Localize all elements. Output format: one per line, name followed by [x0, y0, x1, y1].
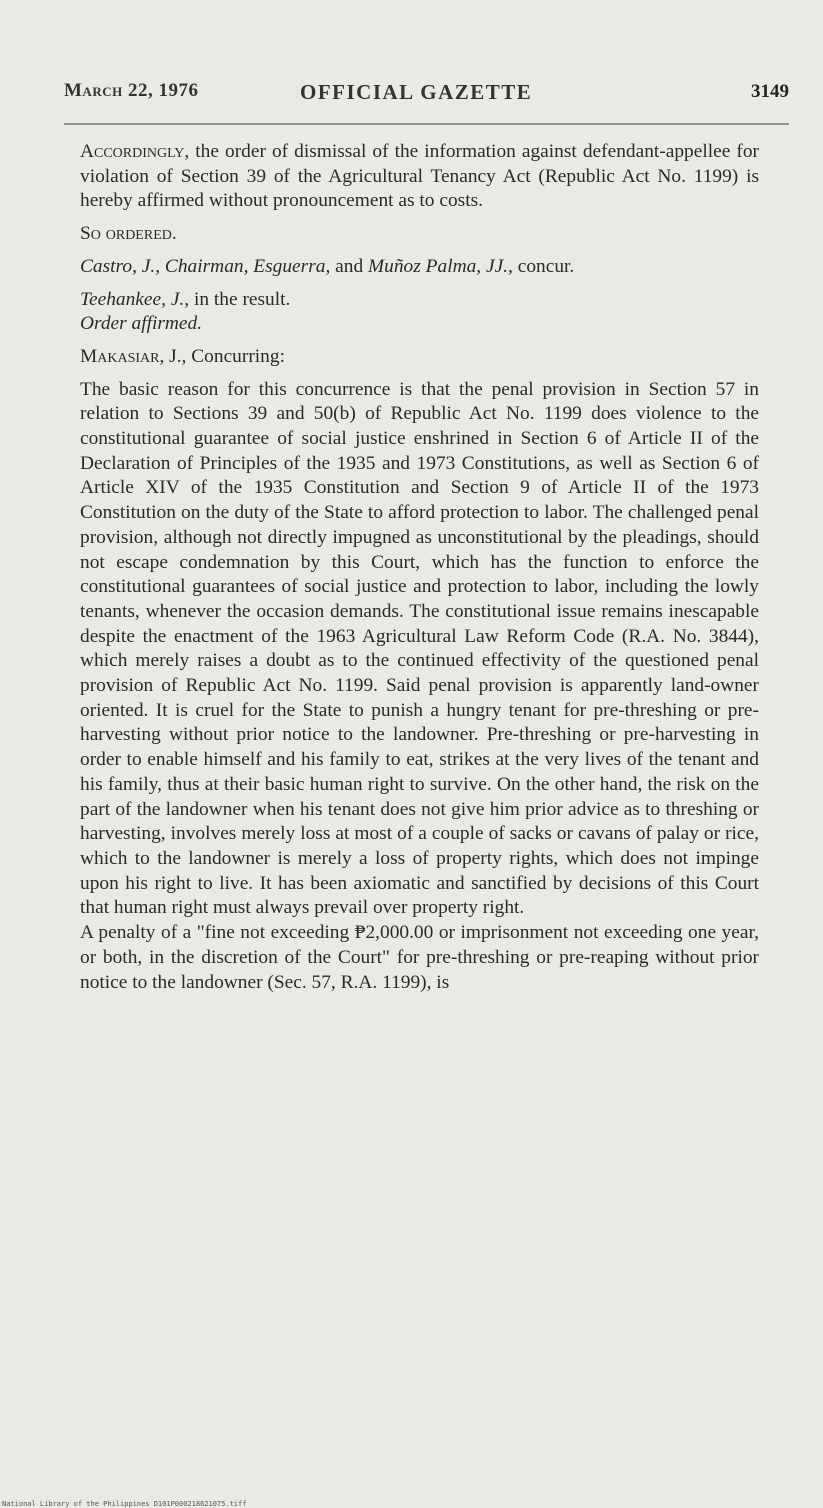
makasiar-name: Makasiar, J., — [80, 345, 187, 367]
teehankee-tail: in the result. — [189, 288, 291, 310]
concur-tail: concur. — [512, 255, 575, 277]
page-header — [64, 80, 789, 110]
scan-footer: National Library of the Philippines D101P000218621075.tiff — [2, 1500, 247, 1508]
paragraph-teehankee — [80, 288, 759, 313]
so-ordered: So ordered. — [80, 223, 177, 245]
header-rule — [64, 123, 789, 125]
paragraph-basic-reason: The basic reason for this concurrence is that the penal provision in Section 57 in relation to Sections 39 and 50(b) of Republic Act No. 1199 does violence to the constitutional guarantee of social justice enshrined in Section 6 of Article II of the Declaration of Principles of the 1935 and 1973 Constitutions, as well as Section 6 of Article XIV of the 1935 Constitution and Section 9 of Article II of the 1973 Constitution on the duty of the State to afford protection to labor. The challenged penal provision, although not directly impugned as unconstitutional by the pleadings, should not escape condemnation by this Court, which has the function to enforce the constitutional guarantees of social justice and protection to labor, including the lowly tenants, whenever the occasion demands. The constitutional issue remains inescapable despite the enactment of the 1963 Agricultural Law Reform Code (R.A. No. 3844), which merely raises a doubt as to the continued effectivity of the questioned penal provision of Republic Act No. 1199. Said penal provision is apparently land-owner oriented. It is cruel for the State to punish a hungry tenant for pre-threshing or pre-harvesting without prior notice to the landowner. Pre-threshing or pre-harvesting in order to enable himself and his family to eat, strikes at the very lives of the tenant and his family, thus at their basic human right to survive. On the other hand, the risk on the part of the landowner when his tenant does not give him prior advice as to threshing or harvesting, involves merely loss at most of a couple of sacks or cavans of palay or rice, which to the landowner is merely a loss of property rights, which does not impinge upon his right to live. It has been axiomatic and sanctified by decisions of this Court that human right must always prevail over property right. — [80, 378, 759, 919]
page-body — [80, 140, 759, 995]
paragraph-penalty: A penalty of a "fine not exceeding ₱2,000.00 or imprisonment not exceeding one year, or both, in the discretion of the Court" for pre-threshing or pre-reaping without prior notice to the landowner (Sec. 57, R.A. 1199), is — [80, 922, 759, 993]
header-date: March 22, 1976 — [64, 80, 199, 101]
concur-names-2: Muñoz Palma, JJ., — [368, 255, 513, 277]
paragraph-makasiar-heading — [80, 345, 759, 370]
header-page-number: 3149 — [751, 81, 789, 102]
concur-names: Castro, J., Chairman, Esguerra, — [80, 255, 331, 277]
teehankee-name: Teehankee, J., — [80, 288, 190, 310]
header-title: OFFICIAL GAZETTE — [300, 80, 533, 104]
paragraph-accordingly — [80, 140, 759, 214]
order-affirmed: Order affirmed. — [80, 313, 203, 335]
makasiar-tail: Concurring: — [186, 345, 285, 367]
accordingly-lead: Accordingly, — [80, 141, 190, 162]
paragraph-concur — [80, 255, 759, 280]
accordingly-text: the order of dismissal of the information against defendant-appellee for violation of Section 39 of the Agricultural Tenancy Act (Republic Act No. 1199) is hereby affirmed without pronouncement as to costs. — [80, 141, 759, 212]
concur-and: and — [330, 255, 369, 277]
